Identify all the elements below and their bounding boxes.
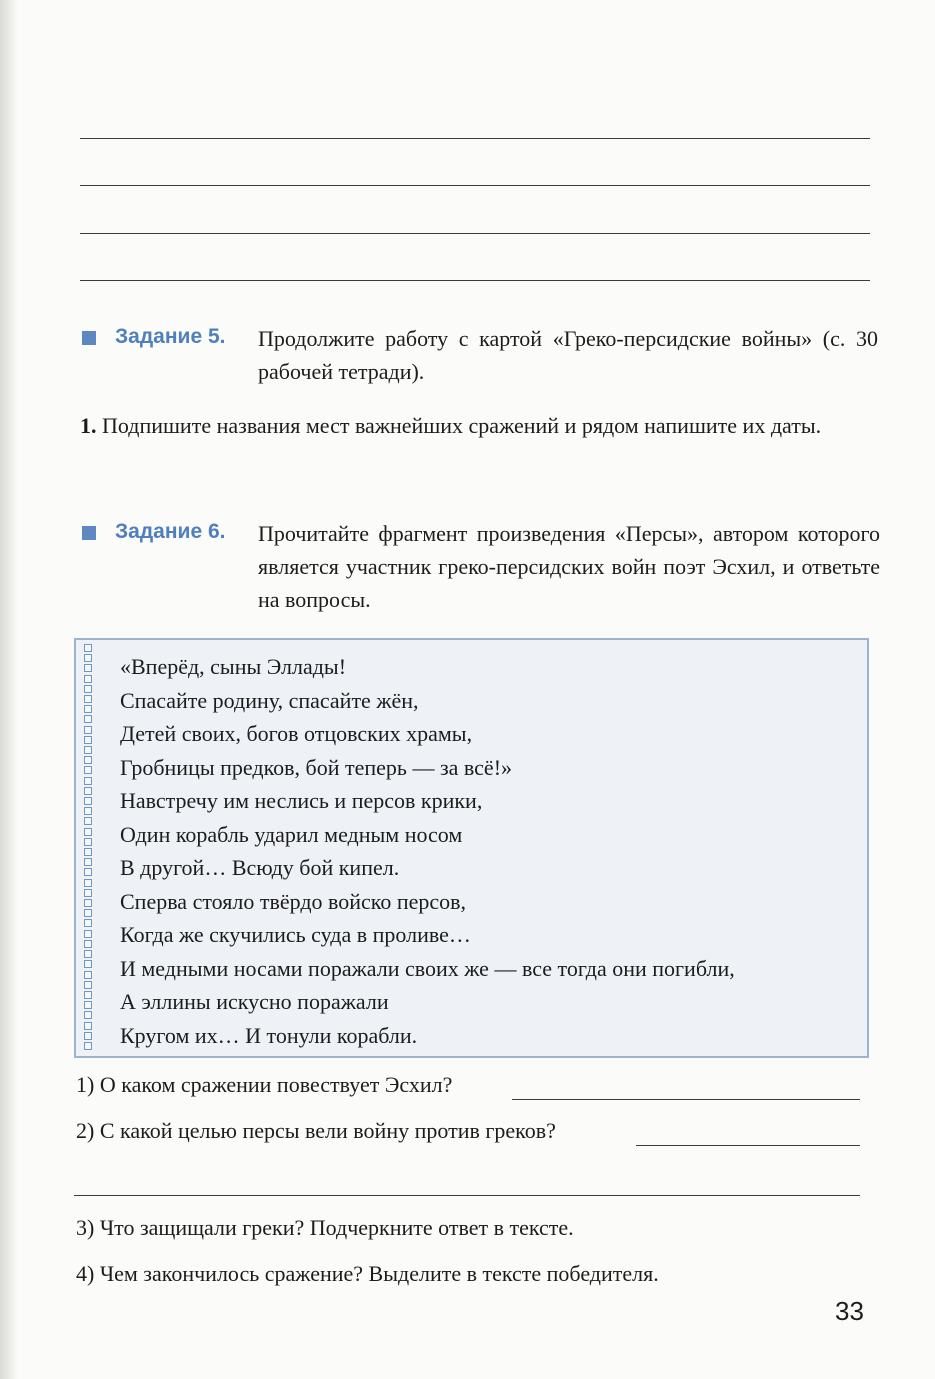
poem-line: И медными носами поражали своих же — все тогда они погибли, [120, 955, 735, 981]
poem-line: А эллины искусно поражали [120, 989, 389, 1014]
answer-line [80, 280, 870, 281]
question-2 [76, 1116, 556, 1146]
question-4-text: 4) Чем закончилось сражение? Выделите в тексте победителя. [76, 1261, 659, 1286]
poem-line: «Вперёд, сыны Эллады! [120, 654, 347, 679]
task-6-label: Задание 6. [115, 520, 226, 543]
task-5-text: Продолжите работу с картой «Греко-персидские войны» (с. 30 рабочей тетради). [258, 326, 878, 384]
poem-line: Сперва стояло твёрдо войско персов, [120, 888, 467, 914]
poem-excerpt-box [74, 638, 869, 1058]
poem-line: Детей своих, богов отцовских храмы, [120, 721, 473, 746]
poem-line: Спасайте родину, спасайте жён, [120, 687, 419, 713]
poem-line: Кругом их… И тонули корабли. [120, 1022, 418, 1048]
question-1-answer-line[interactable] [512, 1099, 860, 1100]
poem-line: В другой… Всюду бой кипел. [120, 855, 400, 880]
question-2-answer-line[interactable] [74, 1195, 860, 1196]
task-6-text: Прочитайте фрагмент произведения «Персы», автором которого является участник греко-персидских войн поэт Эсхил, и ответьте на вопросы. [258, 521, 880, 612]
page-edge-shadow [0, 0, 18, 1379]
task-5-item-1 [80, 410, 875, 441]
poem-line: Когда же скучились суда в проливе… [120, 922, 471, 947]
poem-line: Навстречу им неслись и персов крики, [120, 788, 483, 813]
answer-line [80, 185, 870, 186]
question-1 [76, 1070, 452, 1100]
question-3 [76, 1213, 574, 1243]
task-marker-icon [82, 331, 96, 345]
question-2-text: 2) С какой целью персы вели войну против греков? [76, 1118, 556, 1143]
decorative-square-border [84, 644, 98, 1050]
task-5-label: Задание 5. [115, 325, 226, 348]
task-marker-icon [82, 526, 96, 540]
question-4 [76, 1259, 659, 1289]
page-number: 33 [835, 1296, 864, 1326]
item-number: 1. [80, 413, 97, 438]
poem-line: Один корабль ударил медным носом [120, 821, 463, 847]
question-3-text: 3) Что защищали греки? Подчеркните ответ в тексте. [76, 1215, 574, 1240]
question-2-answer-line[interactable] [636, 1145, 860, 1146]
item-text: Подпишите названия мест важнейших сражений и рядом напишите их даты. [102, 413, 822, 438]
answer-line [80, 233, 870, 234]
question-1-text: 1) О каком сражении повествует Эсхил? [76, 1072, 453, 1097]
answer-line [80, 138, 870, 139]
poem-text [120, 650, 735, 1052]
poem-line: Гробницы предков, бой теперь — за всё!» [120, 754, 513, 780]
